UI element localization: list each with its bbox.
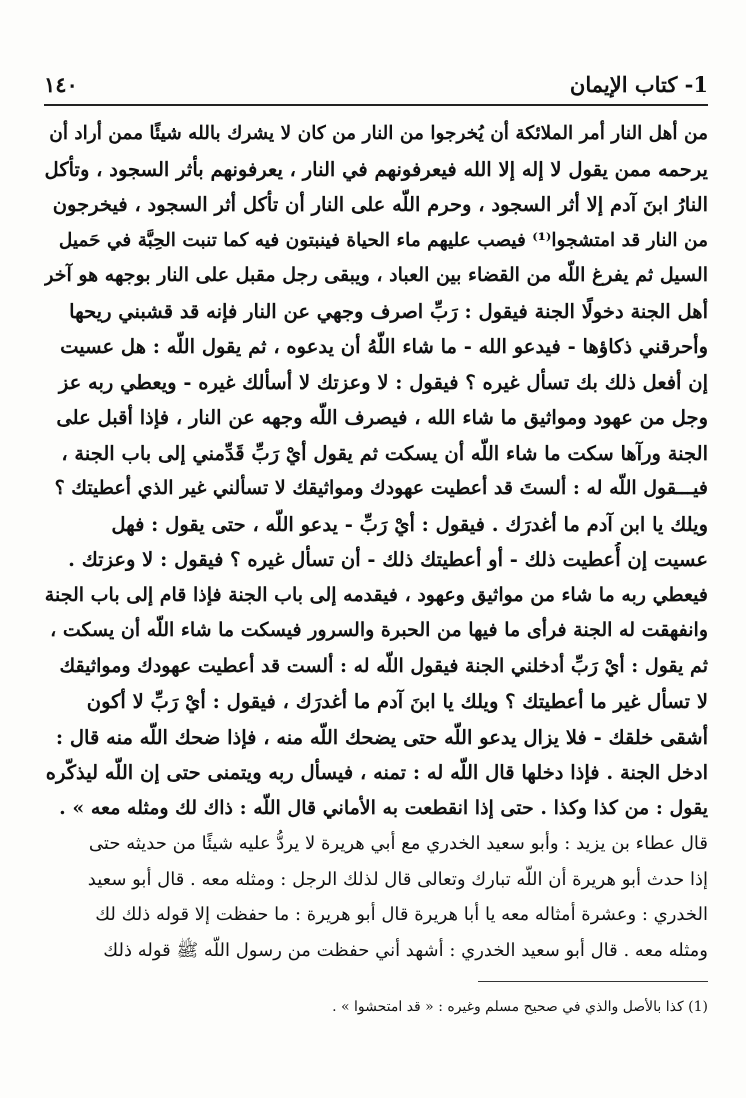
body-line: ثم يقول : أيْ رَبِّ أدخلني الجنة فيقول اللّه له : ألست قد أعطيت عهودك ومواثيقك xyxy=(59,654,708,677)
body-line: ويلك يا ابن آدم ما أغدرَك . فيقول : أيْ رَبِّ - يدعو اللّه ، حتى يقول : فهل xyxy=(111,512,708,536)
body-line: ومثله معه . قال أبو سعيد الخدري : أشهد أني حفظت من رسول اللّه ﷺ قوله ذلك xyxy=(103,939,708,961)
footnote: (1) كذا بالأصل والذي في صحيح مسلم وغيره : « قد امتحشوا » . xyxy=(332,999,708,1015)
footnote-rule xyxy=(478,981,708,982)
running-head: 1- كتاب الإيمان xyxy=(569,71,708,97)
body-line: فيـــقول اللّه له : ألستَ قد أعطيت عهودك ومواثيقك لا تسألني غير الذي أعطيتك ؟ xyxy=(54,477,708,499)
body-line: قال عطاء بن يزيد : وأبو سعيد الخدري مع أبي هريرة لا يردُّ عليه شيئًا من حديثه حتى xyxy=(88,833,708,854)
body-line: فيعطي ربه ما شاء من مواثيق وعهود ، فيقدمه إلى باب الجنة فإذا قام إلى باب الجنة xyxy=(44,583,708,606)
body-text xyxy=(44,116,708,968)
body-line: إذا حدث أبو هريرة أن اللّه تبارك وتعالى قال لذلك الرجل : ومثله معه . قال أبو سعيد xyxy=(87,868,708,890)
body-line: وأحرقني ذكاؤها - فيدعو الله - ما شاء اللّهُ أن يدعوه ، ثم يقول اللّه : هل عسيت xyxy=(60,335,708,358)
body-line: لا تسأل غير ما أعطيتك ؟ ويلك يا ابنَ آدم ما أغدرَك ، فيقول : أيْ رَبِّ لا أكون xyxy=(86,690,708,713)
body-line: الخدري : وعشرة أمثاله معه يا أبا هريرة قال أبو هريرة : ما حفظت إلا قوله ذلك لك xyxy=(95,904,708,925)
body-line: يرحمه ممن يقول لا إله إلا الله فيعرفونهم في النار ، يعرفونهم بأثر السجود ، وتأكل xyxy=(44,157,708,181)
body-line: الجنة ورآها سكت ما شاء اللّه أن يسكت ثم يقول أيْ رَبِّ قَدِّمني إلى باب الجنة ، xyxy=(61,441,708,465)
body-line: وانفهقت له الجنة فرأى ما فيها من الحبرة والسرور فيسكت ما شاء اللّه أن يسكت ، xyxy=(50,619,708,641)
body-line: النارُ ابنَ آدم إلا أثر السجود ، وحرم اللّه على النار أن تأكل أثر السجود ، فيخرجون xyxy=(52,193,708,216)
body-line: وجل من عهود ومواثيق ما شاء الله ، فيصرف اللّه وجهه عن النار ، فإذا أقبل على xyxy=(56,406,708,429)
body-line: إن أفعل ذلك بك تسأل غيره ؟ فيقول : لا وعزتك لا أسألك غيره - ويعطي ربه عز xyxy=(58,370,708,394)
header-rule xyxy=(44,104,708,106)
page-header xyxy=(44,66,708,102)
body-line: السيل ثم يفرغ اللّه من القضاء بين العباد ، ويبقى رجل مقبل على النار بوجهه هو آخر xyxy=(44,264,708,286)
body-line: يقول : من كذا وكذا . حتى إذا انقطعت به الأماني قال اللّه : ذاك لك ومثله معه » . xyxy=(59,796,708,819)
body-line: ادخل الجنة . فإذا دخلها قال اللّه له : تمنه ، فيسأل ربه ويتمنى حتى إن اللّه ليذكّره xyxy=(45,761,708,784)
body-line: أشقى خلقك - فلا يزال يدعو اللّه حتى يضحك اللّه منه ، فإذا ضحك اللّه منه قال : xyxy=(55,725,708,749)
page-number: ١٤٠ xyxy=(44,71,78,97)
body-line: أهل الجنة دخولًا الجنة فيقول : رَبِّ اصرف وجهي عن النار فإنه قد قشبني ريحها xyxy=(69,299,708,323)
body-line: من النار قد امتشجوا⁽¹⁾ فيصب عليهم ماء الحياة فينبتون فيه كما تنبت الحِبَّة في حَميل xyxy=(58,229,708,251)
body-line: من أهل النار أمر الملائكة أن يُخرجوا من النار من كان لا يشرك بالله شيئًا ممن أراد أن xyxy=(49,123,708,144)
body-line: عسيت إن أُعطيت ذلك - أو أعطيتك ذلك - أن تسأل غيره ؟ فيقول : لا وعزتك . xyxy=(68,548,708,571)
